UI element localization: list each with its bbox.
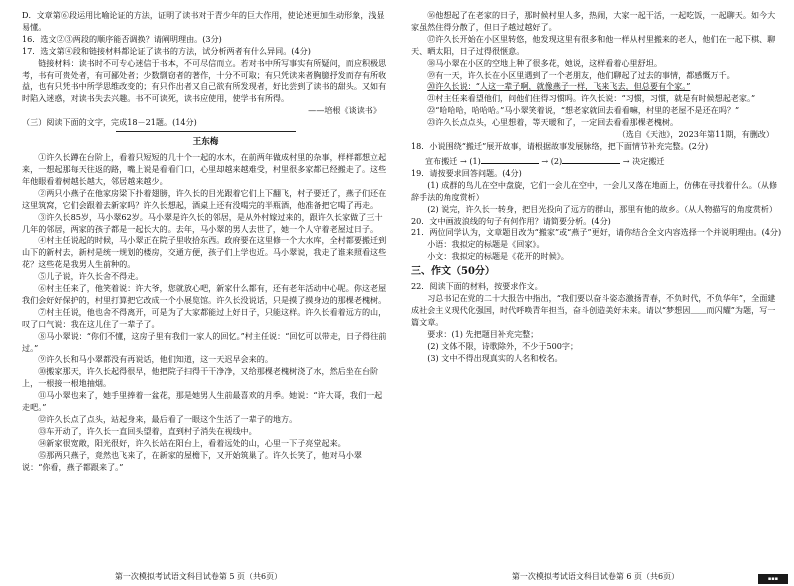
answer-xiaoyu: 小语：我拟定的标题是《回家》。 — [427, 239, 545, 250]
story-para-14: ⑭新家很宽敞，阳光很好，许久长站在阳台上，看着远处的山，心里一下子亮堂起来。 — [38, 437, 346, 448]
question-21: 21．两位同学认为，文章题目改为“搬家”或“燕子”更好，请你结合全文内容选择一个并说明理由。(4分) — [411, 227, 782, 238]
watermark-logo: ▪▪▪ — [758, 574, 788, 584]
story-para-5: ⑤儿子说，许久长舍不得走。 — [38, 271, 144, 282]
story-para-12: ⑫许久长点了点头，站起身来，最后看了一眼这个生活了一辈子的地方。 — [38, 414, 298, 424]
story-para-6: ⑥村主任来了，他笑着说：许大爷，您就放心吧，新家什么都有，还有老年活动中心呢。你这老屋我们会好好保护的，村里打算把它改成一个小展览馆。许久长没说话，只是摸了摸身边的那棵老槐树。 — [22, 283, 387, 305]
question-19: 19．请按要求回答问题。(4分) — [411, 167, 522, 178]
story-para-10: ⑩搬家那天，许久长起得很早，他把院子扫得干干净净，又给那棵老槐树浇了水，然后坐在台阶上，一根接一根地抽烟。 — [22, 366, 379, 389]
question-16: 16．选文②③两段的顺序能否调换？请阐明理由。(3分) — [22, 33, 222, 44]
flow-n1: (1) — [469, 155, 481, 166]
story-para-7: ⑦村主任说，他也舍不得离开，可是为了大家都能过上好日子，只能这样。许久长看着远方的山，叹了口气说：我在这儿住了一辈子了。 — [22, 306, 387, 329]
story-author: 王东梅 — [192, 137, 219, 148]
flow-start: 宣布搬迁 — [425, 155, 458, 166]
story-para-21: ㉑村主任来看望他们，问他们住得习惯吗。许久长说：“习惯，习惯，就是有时候想起老家。” — [427, 93, 756, 104]
story-para-1: ①许久长蹲在台阶上，看着只短短的几十个一起的水木，在前两年做成村里的杂事，样样都想立起来，一想起那每天往返的路，嘴上说是看看门口，心里却越来越难受，村里很多家都已经搬走了。这些年他眼看着树越长越大，邻居越来越少。 — [22, 152, 387, 186]
story-para-9: ⑨许久长和马小翠都没有再说话，他们知道，这一天迟早会来的。 — [38, 354, 273, 365]
flow-end: 决定搬迁 — [632, 155, 665, 166]
story-para-22: ㉒“哈哈哈，哈哈哈。”马小翠笑着说，“想老家就回去看看嘛，村里的老屋不是还在吗？” — [427, 105, 740, 116]
story-source: （选自《天池》，2023年第11期，有删改） — [617, 129, 774, 140]
question-19-1: (1) 成群的鸟儿在空中盘旋，它们一会儿在空中，一会儿又落在地面上，仿佛在寻找着什么。（从修辞手法的角度赏析） — [411, 179, 778, 202]
right-page — [397, 0, 794, 586]
story-para-16: ⑯他想起了在老家的日子，那时候村里人多，热闹，大家一起干活，一起吃饭，一起聊天。如今大家虽然住得分散了，但日子越过越好了。 — [411, 10, 776, 32]
question-20: 20．文中画波浪线的句子有何作用？请简要分析。(4分) — [411, 215, 611, 226]
story-para-19: ⑲有一天，许久长在小区里遇到了一个老朋友，他们聊起了过去的事情，都感慨万千。 — [427, 69, 735, 80]
link-material: 链接材料：读书时不可专心迷信于书本，不可尽信而立。若对书中所写事实有所疑问，而应积极思考，书有可贵处者，有可鄙处者；少数剽窃者的著作，十分不可取；有只凭读来者胸臆抒发而存有所收益，也有只凭书中所学思维改变的；有只作出者又自己欲有所发现者，好比尝到了读书的甜头。又如有时陷入迷惑，对读书失去兴趣。书不可读死，读书应使用，使学书有所得。 — [22, 57, 387, 104]
story-para-11: ⑪马小翠也来了，她手里捧着一盆花，那是她男人生前最喜欢的月季。她说：“许大哥，我们一起走吧。” — [22, 390, 383, 413]
story-para-20: ⑳许久长说：“人这一辈子啊，就像燕子一样，飞来飞去，但总要有个家。” — [427, 81, 691, 92]
flow-blank-2[interactable] — [562, 154, 620, 164]
story-para-17: ⑰许久长开始在小区里转悠，他发现这里有很多和他一样从村里搬来的老人，他们在一起下棋、聊天、晒太阳，日子过得很惬意。 — [411, 33, 776, 56]
plot-flowchart: 宣布搬迁 → (1) → (2) → 决定搬迁 — [425, 155, 665, 166]
section-three-heading: （三）阅读下面的文字，完成18－21题。(14分) — [22, 117, 197, 128]
story-para-3: ③许久长85岁，马小翠62岁。马小翠是许久长的邻居，是从外村嫁过来的，跟许久长家做了三十几年的邻居，两家的孩子都是一起长大的。去年，马小翠的男人去世了，她一个人守着老屋过日子。 — [22, 211, 383, 234]
option-d: D．文章第⑥段运用比喻论证的方法，证明了读书对于青少年的巨大作用，使论述更加生动形象，浅显易懂。 — [22, 10, 385, 32]
question-19-2: (2) 说完，许久长一转身，把目光投向了远方的群山，那里有他的故乡。（从人物描写的角度赏析） — [427, 203, 778, 214]
requirement-3: (3) 文中不得出现真实的人名和校名。 — [427, 352, 563, 363]
composition-heading: 三、作文（50分） — [411, 266, 495, 278]
story-para-23: ㉓许久长点点头，心里想着，等天暖和了，一定回去看看那棵老槐树。 — [427, 117, 679, 128]
flow-n2: (2) — [550, 155, 563, 166]
requirement-2: (2) 文体不限，诗歌除外，不少于500字； — [427, 340, 579, 351]
story-para-8: ⑧马小翠说：“你们不懂，这房子里有我们一家人的回忆。”村主任说：“回忆可以带走，日子得往前过。” — [22, 330, 387, 353]
link-source: ——培根《谈读书》 — [308, 105, 381, 116]
story-para-18: ⑱马小翠在小区的空地上种了很多花，她说，这样看着心里舒坦。 — [427, 57, 662, 68]
composition-material: 习总书记在党的二十大报告中指出，“我们要以奋斗姿态激扬青春，不负时代，不负华年”，全面建成社会主义现代化强国，时代呼唤青年担当，奋斗创造美好未来。请以“梦想因＿＿而闪耀”为题，写一篇文章。 — [411, 293, 776, 327]
requirement-1: 要求：(1) 先把题目补充完整； — [427, 328, 539, 339]
story-para-4: ④村主任说起的时候，马小翠正在院子里收拾东西。政府要在这里修一个大水库，全村都要搬迁到山下的新村去，新村是统一规划的楼房，交通方便，孩子们上学也近。马小翠说，我走了谁来照看这些花？这些花是我男人生前种的。 — [22, 235, 387, 270]
answer-xiaowen: 小文：我拟定的标题是《花开的时候》。 — [427, 251, 569, 262]
question-18: 18．小说围绕“搬迁”展开故事，请根据故事发展脉络，把下面情节补充完整。(2分) — [411, 140, 709, 151]
left-footer: 第一次模拟考试语文科目试卷第 5 页（共6页） — [114, 572, 283, 581]
story-para-15: ⑮那两只燕子，竟然也飞来了，在新家的屋檐下，又开始筑巢了。许久长笑了，他对马小翠说：“你看，燕子都跟来了。” — [22, 449, 362, 472]
right-footer: 第一次模拟考试语文科目试卷第 6 页（共6页） — [511, 572, 680, 581]
question-17: 17．选文第④段和链接材料都论证了读书的方法，试分析两者有什么异同。(4分) — [22, 45, 311, 56]
title-rule — [116, 131, 296, 132]
story-para-13: ⑬车开动了，许久长一直回头望着，直到村子消失在视线中。 — [38, 425, 257, 436]
flow-blank-1[interactable] — [481, 154, 539, 164]
question-22: 22．阅读下面的材料，按要求作文。 — [411, 281, 543, 292]
story-para-2: ②两只小燕子在他家房梁下扑着翅膀，许久长的目光跟着它们上下翻飞，村子要迁了，燕子们还在这里筑窝，它们会跟着去新家吗？许久长想起，酒桌上还有没喝完的半瓶酒，他准备把它喝了再走。 — [22, 187, 387, 210]
